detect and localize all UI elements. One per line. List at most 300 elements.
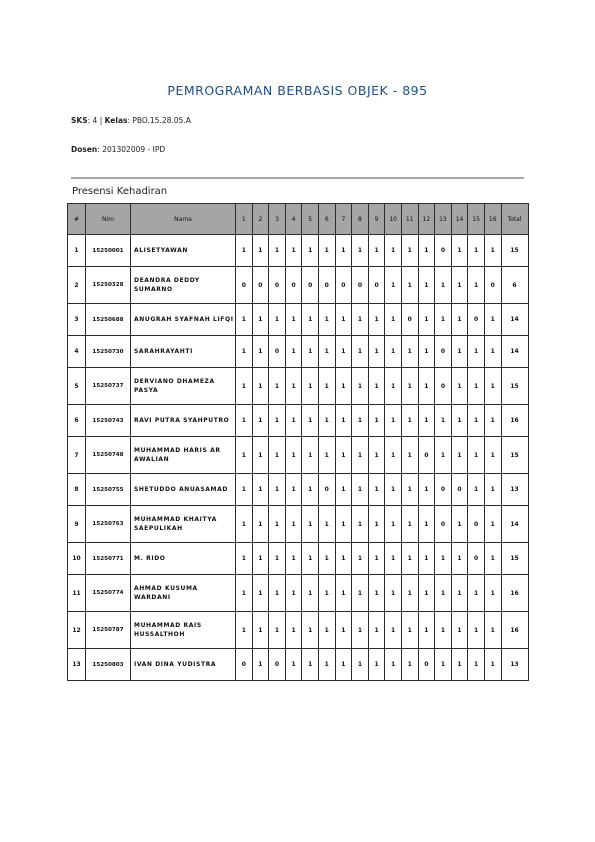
attendance-cell: 1 — [418, 368, 435, 405]
table-row — [68, 368, 529, 405]
attendance-cell: 1 — [318, 575, 335, 612]
attendance-cell: 0 — [435, 368, 452, 405]
attendance-cell: 0 — [401, 304, 418, 336]
attendance-cell: 1 — [252, 474, 269, 506]
attendance-cell: 1 — [335, 612, 352, 649]
table-row — [68, 235, 529, 267]
dosen-value: : 201302009 - IPD — [97, 145, 166, 154]
name-cell: RAVI PUTRA SYAHPUTRO — [131, 405, 236, 437]
attendance-cell: 1 — [352, 575, 369, 612]
attendance-cell: 1 — [352, 405, 369, 437]
attendance-cell: 1 — [368, 368, 385, 405]
attendance-cell: 1 — [435, 543, 452, 575]
attendance-cell: 0 — [236, 267, 253, 304]
attendance-cell: 1 — [484, 543, 501, 575]
nim-cell: 15250803 — [86, 649, 131, 681]
row-number-cell: 2 — [68, 267, 86, 304]
attendance-cell: 1 — [236, 336, 253, 368]
attendance-cell: 1 — [352, 506, 369, 543]
attendance-cell: 1 — [269, 575, 286, 612]
nim-cell: 15250787 — [86, 612, 131, 649]
attendance-cell: 0 — [368, 267, 385, 304]
attendance-cell: 1 — [435, 267, 452, 304]
attendance-cell: 0 — [236, 649, 253, 681]
attendance-cell: 1 — [302, 612, 319, 649]
attendance-cell: 1 — [269, 235, 286, 267]
total-cell: 14 — [501, 336, 528, 368]
attendance-cell: 1 — [252, 612, 269, 649]
attendance-cell: 1 — [484, 575, 501, 612]
total-cell: 16 — [501, 612, 528, 649]
attendance-cell: 1 — [484, 304, 501, 336]
attendance-cell: 0 — [269, 649, 286, 681]
attendance-cell: 1 — [385, 368, 402, 405]
column-header: 4 — [285, 204, 302, 235]
attendance-cell: 1 — [401, 235, 418, 267]
name-cell: ANUGRAH SYAFNAH LIFQI — [131, 304, 236, 336]
attendance-cell: 1 — [368, 405, 385, 437]
attendance-cell: 1 — [435, 575, 452, 612]
total-cell: 15 — [501, 368, 528, 405]
attendance-cell: 1 — [352, 336, 369, 368]
column-header: 3 — [269, 204, 286, 235]
attendance-cell: 1 — [401, 437, 418, 474]
nim-cell: 15250771 — [86, 543, 131, 575]
name-cell: ALISETYAWAN — [131, 235, 236, 267]
attendance-cell: 1 — [318, 543, 335, 575]
attendance-cell: 1 — [484, 336, 501, 368]
attendance-cell: 1 — [435, 304, 452, 336]
name-cell: SHETUDDO ANUASAMAD — [131, 474, 236, 506]
table-row — [68, 612, 529, 649]
attendance-cell: 1 — [236, 575, 253, 612]
attendance-cell: 1 — [252, 543, 269, 575]
attendance-cell: 1 — [302, 437, 319, 474]
attendance-cell: 1 — [269, 506, 286, 543]
attendance-cell: 1 — [335, 235, 352, 267]
attendance-cell: 1 — [368, 575, 385, 612]
attendance-cell: 1 — [236, 506, 253, 543]
attendance-cell: 1 — [302, 336, 319, 368]
column-header: Total — [501, 204, 528, 235]
name-cell: DEANDRA DEDDY SUMARNO — [131, 267, 236, 304]
table-row — [68, 267, 529, 304]
attendance-cell: 1 — [385, 235, 402, 267]
attendance-cell: 1 — [269, 368, 286, 405]
attendance-cell: 1 — [451, 612, 468, 649]
attendance-cell: 1 — [269, 612, 286, 649]
column-header: 9 — [368, 204, 385, 235]
attendance-cell: 1 — [236, 543, 253, 575]
attendance-cell: 1 — [302, 474, 319, 506]
table-row — [68, 336, 529, 368]
attendance-cell: 1 — [285, 649, 302, 681]
section-title: Presensi Kehadiran — [72, 186, 168, 197]
attendance-cell: 1 — [335, 405, 352, 437]
total-cell: 6 — [501, 267, 528, 304]
column-header: 6 — [318, 204, 335, 235]
attendance-cell: 1 — [352, 304, 369, 336]
attendance-cell: 1 — [385, 506, 402, 543]
total-cell: 15 — [501, 437, 528, 474]
attendance-cell: 1 — [468, 405, 485, 437]
attendance-cell: 1 — [252, 506, 269, 543]
attendance-cell: 1 — [335, 649, 352, 681]
attendance-cell: 1 — [318, 506, 335, 543]
name-cell: SARAHRAYAHTI — [131, 336, 236, 368]
attendance-cell: 1 — [335, 506, 352, 543]
attendance-cell: 1 — [451, 267, 468, 304]
attendance-cell: 1 — [285, 543, 302, 575]
attendance-cell: 0 — [269, 336, 286, 368]
attendance-cell: 1 — [385, 437, 402, 474]
attendance-cell: 1 — [435, 649, 452, 681]
nim-cell: 15250730 — [86, 336, 131, 368]
attendance-cell: 1 — [318, 612, 335, 649]
column-header: 13 — [435, 204, 452, 235]
attendance-cell: 1 — [352, 612, 369, 649]
attendance-cell: 1 — [318, 304, 335, 336]
attendance-cell: 1 — [252, 235, 269, 267]
name-cell: MUHAMMAD KHAITYA SAEPULIKAH — [131, 506, 236, 543]
attendance-cell: 1 — [302, 575, 319, 612]
row-number-cell: 7 — [68, 437, 86, 474]
total-cell: 13 — [501, 649, 528, 681]
column-header: 16 — [484, 204, 501, 235]
name-cell: MUHAMMAD HARIS AR AWALIAN — [131, 437, 236, 474]
sks-value: : 4 | — [87, 116, 103, 125]
nim-cell: 15250001 — [86, 235, 131, 267]
attendance-cell: 1 — [484, 612, 501, 649]
attendance-cell: 0 — [418, 649, 435, 681]
attendance-cell: 1 — [318, 368, 335, 405]
attendance-cell: 1 — [352, 235, 369, 267]
attendance-cell: 1 — [468, 649, 485, 681]
name-cell: IVAN DINA YUDISTRA — [131, 649, 236, 681]
attendance-cell: 1 — [269, 474, 286, 506]
column-header: 12 — [418, 204, 435, 235]
attendance-cell: 0 — [252, 267, 269, 304]
attendance-cell: 1 — [368, 612, 385, 649]
attendance-cell: 1 — [484, 235, 501, 267]
attendance-cell: 1 — [318, 437, 335, 474]
attendance-cell: 1 — [435, 612, 452, 649]
attendance-cell: 1 — [302, 368, 319, 405]
attendance-cell: 1 — [335, 368, 352, 405]
nim-cell: 15250328 — [86, 267, 131, 304]
attendance-cell: 1 — [418, 267, 435, 304]
attendance-cell: 1 — [269, 405, 286, 437]
attendance-cell: 1 — [451, 336, 468, 368]
attendance-cell: 1 — [418, 506, 435, 543]
attendance-cell: 1 — [352, 474, 369, 506]
attendance-cell: 0 — [435, 506, 452, 543]
attendance-cell: 1 — [285, 612, 302, 649]
table-row — [68, 304, 529, 336]
row-number-cell: 1 — [68, 235, 86, 267]
attendance-cell: 1 — [236, 437, 253, 474]
column-header: 14 — [451, 204, 468, 235]
attendance-cell: 0 — [435, 336, 452, 368]
attendance-cell: 1 — [451, 405, 468, 437]
nim-cell: 15250688 — [86, 304, 131, 336]
attendance-cell: 1 — [318, 336, 335, 368]
attendance-cell: 1 — [285, 506, 302, 543]
attendance-cell: 1 — [435, 437, 452, 474]
attendance-cell: 1 — [285, 235, 302, 267]
total-cell: 13 — [501, 474, 528, 506]
attendance-cell: 1 — [468, 235, 485, 267]
row-number-cell: 8 — [68, 474, 86, 506]
attendance-cell: 1 — [451, 304, 468, 336]
attendance-cell: 1 — [368, 336, 385, 368]
attendance-cell: 1 — [385, 405, 402, 437]
attendance-cell: 1 — [285, 575, 302, 612]
attendance-cell: 1 — [368, 235, 385, 267]
attendance-cell: 1 — [236, 304, 253, 336]
attendance-cell: 1 — [335, 437, 352, 474]
attendance-cell: 1 — [468, 437, 485, 474]
attendance-cell: 1 — [385, 336, 402, 368]
attendance-cell: 1 — [236, 474, 253, 506]
total-cell: 15 — [501, 543, 528, 575]
table-body — [68, 235, 529, 681]
nim-cell: 15250743 — [86, 405, 131, 437]
table-row — [68, 649, 529, 681]
dosen-label: Dosen — [71, 145, 98, 154]
table-row — [68, 575, 529, 612]
attendance-cell: 1 — [252, 405, 269, 437]
name-cell: DERVIANO DHAMEZA PASYA — [131, 368, 236, 405]
nim-cell: 15250748 — [86, 437, 131, 474]
attendance-cell: 1 — [385, 575, 402, 612]
attendance-cell: 1 — [484, 474, 501, 506]
attendance-cell: 1 — [385, 649, 402, 681]
column-header: 1 — [236, 204, 253, 235]
table-row — [68, 506, 529, 543]
attendance-cell: 1 — [252, 437, 269, 474]
attendance-cell: 0 — [468, 304, 485, 336]
attendance-cell: 0 — [335, 267, 352, 304]
sks-label: SKS — [71, 116, 88, 125]
attendance-cell: 0 — [451, 474, 468, 506]
total-cell: 16 — [501, 405, 528, 437]
attendance-cell: 1 — [368, 474, 385, 506]
nim-cell: 15250737 — [86, 368, 131, 405]
table-row — [68, 437, 529, 474]
attendance-cell: 0 — [269, 267, 286, 304]
attendance-cell: 1 — [236, 235, 253, 267]
name-cell: MUHAMMAD RAIS HUSSALTHOH — [131, 612, 236, 649]
attendance-cell: 1 — [418, 304, 435, 336]
attendance-cell: 1 — [285, 304, 302, 336]
attendance-cell: 0 — [468, 543, 485, 575]
attendance-cell: 1 — [451, 575, 468, 612]
attendance-cell: 1 — [468, 336, 485, 368]
kelas-value: : PBO.15.28.05.A — [127, 116, 191, 125]
attendance-cell: 1 — [468, 267, 485, 304]
attendance-cell: 1 — [335, 575, 352, 612]
attendance-cell: 1 — [468, 575, 485, 612]
attendance-cell: 1 — [236, 405, 253, 437]
attendance-cell: 1 — [484, 506, 501, 543]
attendance-cell: 1 — [302, 235, 319, 267]
attendance-cell: 1 — [468, 612, 485, 649]
divider — [71, 177, 524, 179]
attendance-cell: 1 — [368, 304, 385, 336]
attendance-cell: 1 — [252, 649, 269, 681]
column-header: 5 — [302, 204, 319, 235]
attendance-cell: 1 — [352, 437, 369, 474]
row-number-cell: 10 — [68, 543, 86, 575]
attendance-cell: 1 — [385, 474, 402, 506]
attendance-cell: 1 — [385, 612, 402, 649]
row-number-cell: 13 — [68, 649, 86, 681]
attendance-cell: 1 — [484, 437, 501, 474]
attendance-cell: 1 — [451, 235, 468, 267]
nim-cell: 15250755 — [86, 474, 131, 506]
attendance-cell: 1 — [484, 405, 501, 437]
attendance-cell: 1 — [285, 405, 302, 437]
attendance-cell: 1 — [269, 437, 286, 474]
table-row — [68, 405, 529, 437]
attendance-cell: 1 — [385, 543, 402, 575]
attendance-cell: 1 — [401, 543, 418, 575]
attendance-cell: 1 — [335, 336, 352, 368]
attendance-cell: 1 — [401, 649, 418, 681]
column-header: 15 — [468, 204, 485, 235]
attendance-cell: 1 — [302, 506, 319, 543]
attendance-cell: 1 — [451, 649, 468, 681]
attendance-cell: 1 — [285, 368, 302, 405]
attendance-cell: 0 — [302, 267, 319, 304]
attendance-cell: 1 — [418, 336, 435, 368]
attendance-cell: 1 — [451, 543, 468, 575]
attendance-cell: 1 — [269, 304, 286, 336]
attendance-cell: 0 — [484, 267, 501, 304]
row-number-cell: 3 — [68, 304, 86, 336]
column-header: Nim — [86, 204, 131, 235]
total-cell: 16 — [501, 575, 528, 612]
attendance-cell: 1 — [401, 612, 418, 649]
attendance-cell: 1 — [352, 368, 369, 405]
column-header: Nama — [131, 204, 236, 235]
attendance-cell: 1 — [252, 575, 269, 612]
attendance-cell: 1 — [352, 649, 369, 681]
attendance-cell: 1 — [269, 543, 286, 575]
column-header: 11 — [401, 204, 418, 235]
attendance-cell: 0 — [468, 506, 485, 543]
attendance-cell: 1 — [302, 405, 319, 437]
attendance-cell: 1 — [236, 612, 253, 649]
attendance-cell: 1 — [418, 543, 435, 575]
attendance-cell: 1 — [401, 575, 418, 612]
attendance-cell: 1 — [401, 405, 418, 437]
attendance-table — [67, 203, 529, 681]
attendance-cell: 1 — [418, 235, 435, 267]
attendance-cell: 1 — [302, 304, 319, 336]
attendance-cell: 1 — [318, 235, 335, 267]
attendance-cell: 1 — [385, 267, 402, 304]
attendance-cell: 1 — [484, 368, 501, 405]
column-header: 7 — [335, 204, 352, 235]
row-number-cell: 5 — [68, 368, 86, 405]
attendance-cell: 1 — [285, 437, 302, 474]
total-cell: 14 — [501, 506, 528, 543]
attendance-cell: 1 — [468, 368, 485, 405]
attendance-cell: 1 — [318, 649, 335, 681]
table-header-row — [68, 204, 529, 235]
attendance-cell: 1 — [401, 267, 418, 304]
attendance-cell: 1 — [468, 474, 485, 506]
attendance-cell: 0 — [285, 267, 302, 304]
attendance-cell: 1 — [435, 405, 452, 437]
attendance-cell: 1 — [418, 405, 435, 437]
attendance-cell: 1 — [401, 368, 418, 405]
document-title: PEMROGRAMAN BERBASIS OBJEK - 895 — [167, 83, 428, 98]
total-cell: 14 — [501, 304, 528, 336]
attendance-cell: 1 — [252, 368, 269, 405]
attendance-cell: 1 — [418, 474, 435, 506]
attendance-cell: 1 — [368, 543, 385, 575]
column-header: 8 — [352, 204, 369, 235]
row-number-cell: 6 — [68, 405, 86, 437]
attendance-cell: 1 — [335, 474, 352, 506]
class-info — [71, 116, 191, 125]
attendance-cell: 1 — [451, 506, 468, 543]
attendance-cell: 1 — [368, 437, 385, 474]
attendance-cell: 1 — [285, 336, 302, 368]
attendance-cell: 1 — [368, 649, 385, 681]
attendance-cell: 1 — [285, 474, 302, 506]
attendance-cell: 1 — [352, 543, 369, 575]
row-number-cell: 12 — [68, 612, 86, 649]
table-row — [68, 543, 529, 575]
nim-cell: 15250774 — [86, 575, 131, 612]
attendance-cell: 1 — [368, 506, 385, 543]
attendance-cell: 0 — [418, 437, 435, 474]
attendance-cell: 0 — [352, 267, 369, 304]
attendance-cell: 1 — [451, 368, 468, 405]
column-header: 10 — [385, 204, 402, 235]
row-number-cell: 11 — [68, 575, 86, 612]
attendance-cell: 1 — [335, 543, 352, 575]
name-cell: M. RIDO — [131, 543, 236, 575]
attendance-cell: 1 — [335, 304, 352, 336]
attendance-cell: 1 — [484, 649, 501, 681]
column-header: 2 — [252, 204, 269, 235]
attendance-cell: 1 — [418, 612, 435, 649]
attendance-cell: 1 — [401, 506, 418, 543]
attendance-cell: 1 — [451, 437, 468, 474]
attendance-cell: 0 — [318, 474, 335, 506]
row-number-cell: 4 — [68, 336, 86, 368]
attendance-cell: 1 — [401, 336, 418, 368]
lecturer-info — [71, 145, 165, 154]
attendance-cell: 1 — [401, 474, 418, 506]
column-header: # — [68, 204, 86, 235]
attendance-cell: 1 — [252, 304, 269, 336]
attendance-cell: 1 — [302, 649, 319, 681]
attendance-cell: 0 — [318, 267, 335, 304]
row-number-cell: 9 — [68, 506, 86, 543]
attendance-cell: 1 — [302, 543, 319, 575]
nim-cell: 15250763 — [86, 506, 131, 543]
kelas-label: Kelas — [104, 116, 128, 125]
name-cell: AHMAD KUSUMA WARDANI — [131, 575, 236, 612]
attendance-cell: 1 — [385, 304, 402, 336]
attendance-cell: 1 — [252, 336, 269, 368]
